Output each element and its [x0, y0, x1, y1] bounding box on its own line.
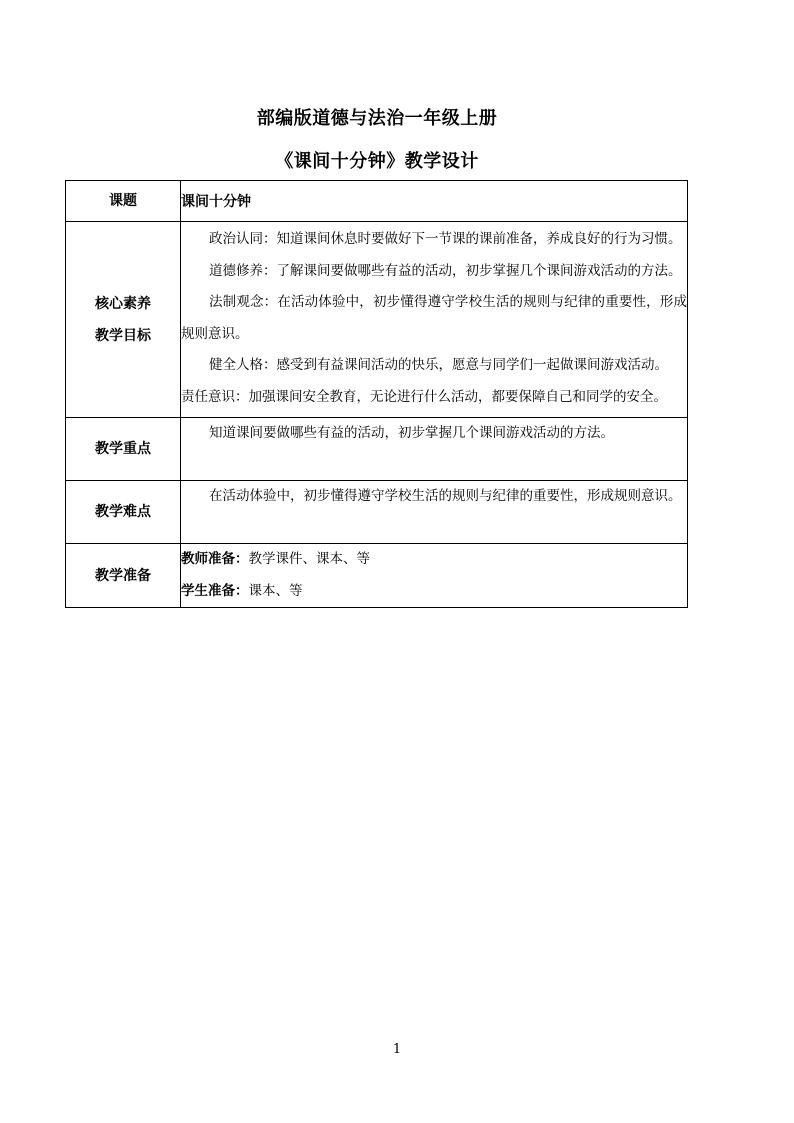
student-prep-label: 学生准备： [181, 582, 249, 599]
lesson-plan-table [65, 180, 688, 608]
goals-label [66, 222, 181, 418]
topic-label: 课题 [66, 181, 181, 222]
table-row-goals [66, 222, 688, 418]
teacher-prep-text: 教学课件、课本、等 [248, 551, 370, 567]
key-points-text: 知道课间要做哪些有益的活动，初步掌握几个课间游戏活动的方法。 [209, 425, 614, 441]
difficulties-content [181, 481, 688, 544]
goal-personality: 健全人格：感受到有益课间活动的快乐，愿意与同学们一起做课间游戏活动。 [209, 357, 668, 373]
goals-label-line2: 教学目标 [95, 327, 151, 344]
page-number: 1 [392, 1042, 402, 1057]
key-points-content [181, 418, 688, 481]
table-row-preparation [66, 544, 688, 608]
teacher-prep-label: 教师准备： [181, 551, 249, 567]
teacher-preparation [181, 544, 687, 576]
table-row-topic [66, 181, 688, 222]
key-points-label: 教学重点 [66, 418, 181, 481]
preparation-content [181, 544, 688, 608]
difficulties-text: 在活动体验中，初步懂得遵守学校生活的规则与纪律的重要性，形成规则意识。 [209, 488, 682, 504]
goal-political: 政治认同：知道课间休息时要做好下一节课的课前准备，养成良好的行为习惯。 [209, 231, 682, 247]
goal-legal: 法制观念：在活动体验中，初步懂得遵守学校生活的规则与纪律的重要性，形成规则意识。 [181, 294, 687, 342]
student-preparation [181, 576, 687, 608]
table-row-key-points [66, 418, 688, 481]
difficulties-label: 教学难点 [66, 481, 181, 544]
preparation-label: 教学准备 [66, 544, 181, 608]
student-prep-text: 课本、等 [248, 582, 303, 599]
document-title: 部编版道德与法治一年级上册 [256, 108, 498, 129]
goal-responsibility: 责任意识：加强课间安全教育，无论进行什么活动，都要保障自己和同学的安全。 [181, 388, 667, 405]
goals-content [181, 222, 688, 418]
goals-label-line1: 核心素养 [95, 295, 151, 312]
table-row-difficulties [66, 481, 688, 544]
topic-value: 课间十分钟 [181, 181, 688, 222]
document-subtitle: 《课间十分钟》教学设计 [275, 151, 479, 172]
goal-moral: 道德修养：了解课间要做哪些有益的活动，初步掌握几个课间游戏活动的方法。 [209, 262, 682, 279]
